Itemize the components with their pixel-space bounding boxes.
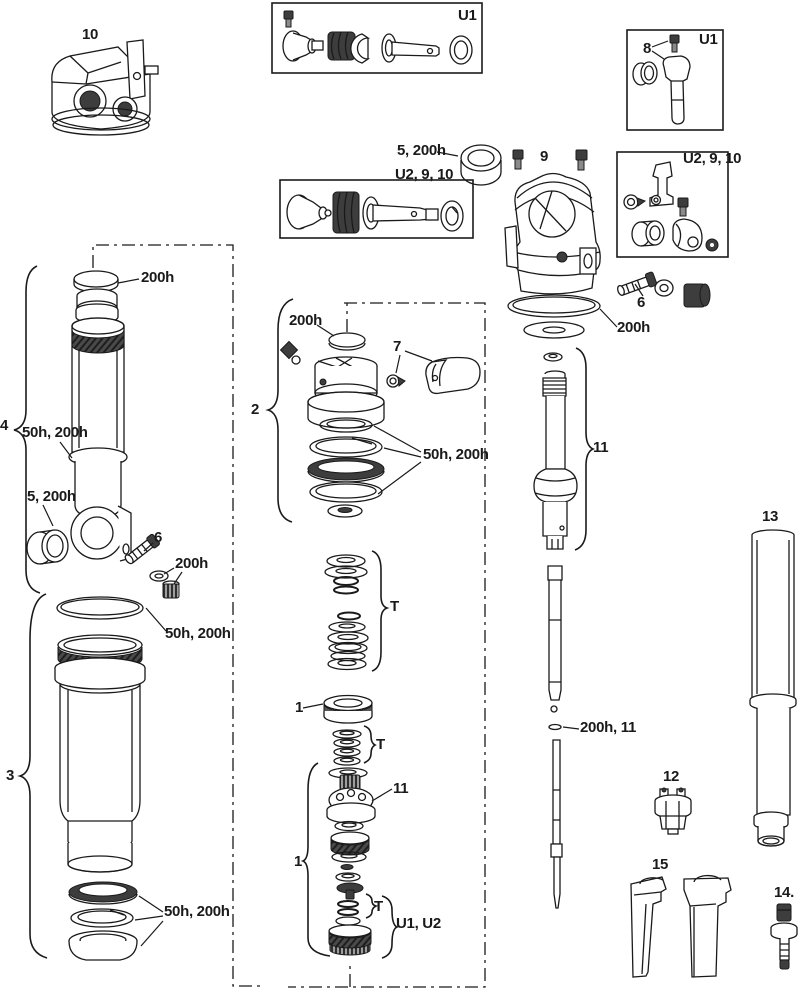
shim-stack-t2-drawing: [329, 726, 375, 778]
label-shim-t2: T: [376, 736, 385, 753]
label-200h-sec2: 200h: [289, 312, 322, 329]
label-part-10: 10: [82, 26, 99, 43]
u2-9-10-left-kit-parts: [287, 192, 463, 233]
label-u1-u2: U1, U2: [396, 915, 441, 932]
bushing-5-200h-left: [27, 505, 68, 564]
label-part-2: 2: [251, 401, 260, 418]
label-part-1-bottom: 1: [294, 853, 303, 870]
nut-200h-left: [163, 581, 179, 598]
can-seal-rings-50h-200h: [69, 882, 163, 960]
bracket-part-2: [268, 299, 293, 522]
shim-stack-t1-drawing: [325, 551, 387, 671]
label-part-6-right: 6: [637, 294, 646, 311]
label-part-11-right: 11: [593, 439, 609, 456]
damper-shaft-mid: [548, 566, 579, 730]
label-part-6-left: 6: [154, 529, 163, 546]
label-shim-t3: T: [374, 898, 383, 915]
label-part-8: 8: [643, 40, 652, 57]
part-9-drawing: [505, 174, 600, 294]
label-shim-t1: T: [390, 598, 399, 615]
part-15-drawing: [631, 876, 731, 977]
label-50h-200h-c: 50h, 200h: [164, 903, 230, 920]
label-box-u1-top: U1: [458, 7, 477, 24]
part-3-air-can: [55, 635, 145, 872]
bracket-part-3: [20, 594, 47, 958]
u2-9-10-right-kit-parts: [624, 162, 718, 251]
label-part-9: 9: [540, 148, 549, 165]
label-50h-200h-b: 50h, 200h: [165, 625, 231, 642]
label-200h-tube: 200h: [141, 269, 174, 286]
section-2-rings-50h-200h: [308, 418, 421, 517]
label-200h-left: 200h: [175, 555, 208, 572]
label-5-200h-left: 5, 200h: [27, 488, 76, 505]
label-part-4: 4: [0, 417, 9, 434]
label-part-11-mid: 11: [393, 780, 409, 797]
part-14-drawing: [771, 904, 797, 969]
part-10-drawing: [52, 40, 158, 135]
part-7-clamp: [387, 351, 480, 393]
label-part-14: 14.: [774, 884, 794, 901]
oring-50h-200h-left: [57, 597, 166, 631]
part-1-top-piston: [303, 696, 372, 724]
part-11-right-drawing: [534, 348, 593, 550]
part-13-drawing: [750, 530, 796, 846]
label-part-15: 15: [652, 856, 669, 873]
label-part-12: 12: [663, 768, 680, 785]
label-u2-9-10-right: U2, 9, 10: [683, 150, 742, 167]
label-50h-200h-a: 50h, 200h: [22, 424, 88, 441]
bushing-5-200h-top: [461, 145, 501, 185]
screw-left-of-9: [513, 150, 523, 169]
part-12-drawing: [655, 788, 691, 834]
u1-top-kit-parts: [283, 11, 472, 64]
rebound-rod-long: [551, 740, 562, 908]
knob-right: [684, 284, 710, 307]
washer-under-9: [524, 322, 584, 338]
label-200h-11: 200h, 11: [580, 719, 636, 736]
label-box-u1-right: U1: [699, 31, 718, 48]
label-part-1-top: 1: [295, 699, 304, 716]
label-200h-under9: 200h: [617, 319, 650, 336]
part-4-damper-assembly: [69, 271, 131, 561]
washer-right: [655, 280, 673, 296]
label-u2-9-10-left: U2, 9, 10: [395, 166, 454, 183]
label-part-13: 13: [762, 508, 779, 525]
label-part-7: 7: [393, 338, 402, 355]
section-2-seal-head: [281, 325, 384, 428]
screw-right-of-9: [576, 150, 587, 170]
label-50h-200h-d: 50h, 200h: [423, 446, 489, 463]
label-5-200h-top: 5, 200h: [397, 142, 446, 159]
part-11-mid-drawing: [327, 775, 392, 831]
u1-right-kit-parts: [633, 35, 690, 124]
label-part-3: 3: [6, 767, 15, 784]
leader-200h-top-left: [118, 279, 139, 283]
